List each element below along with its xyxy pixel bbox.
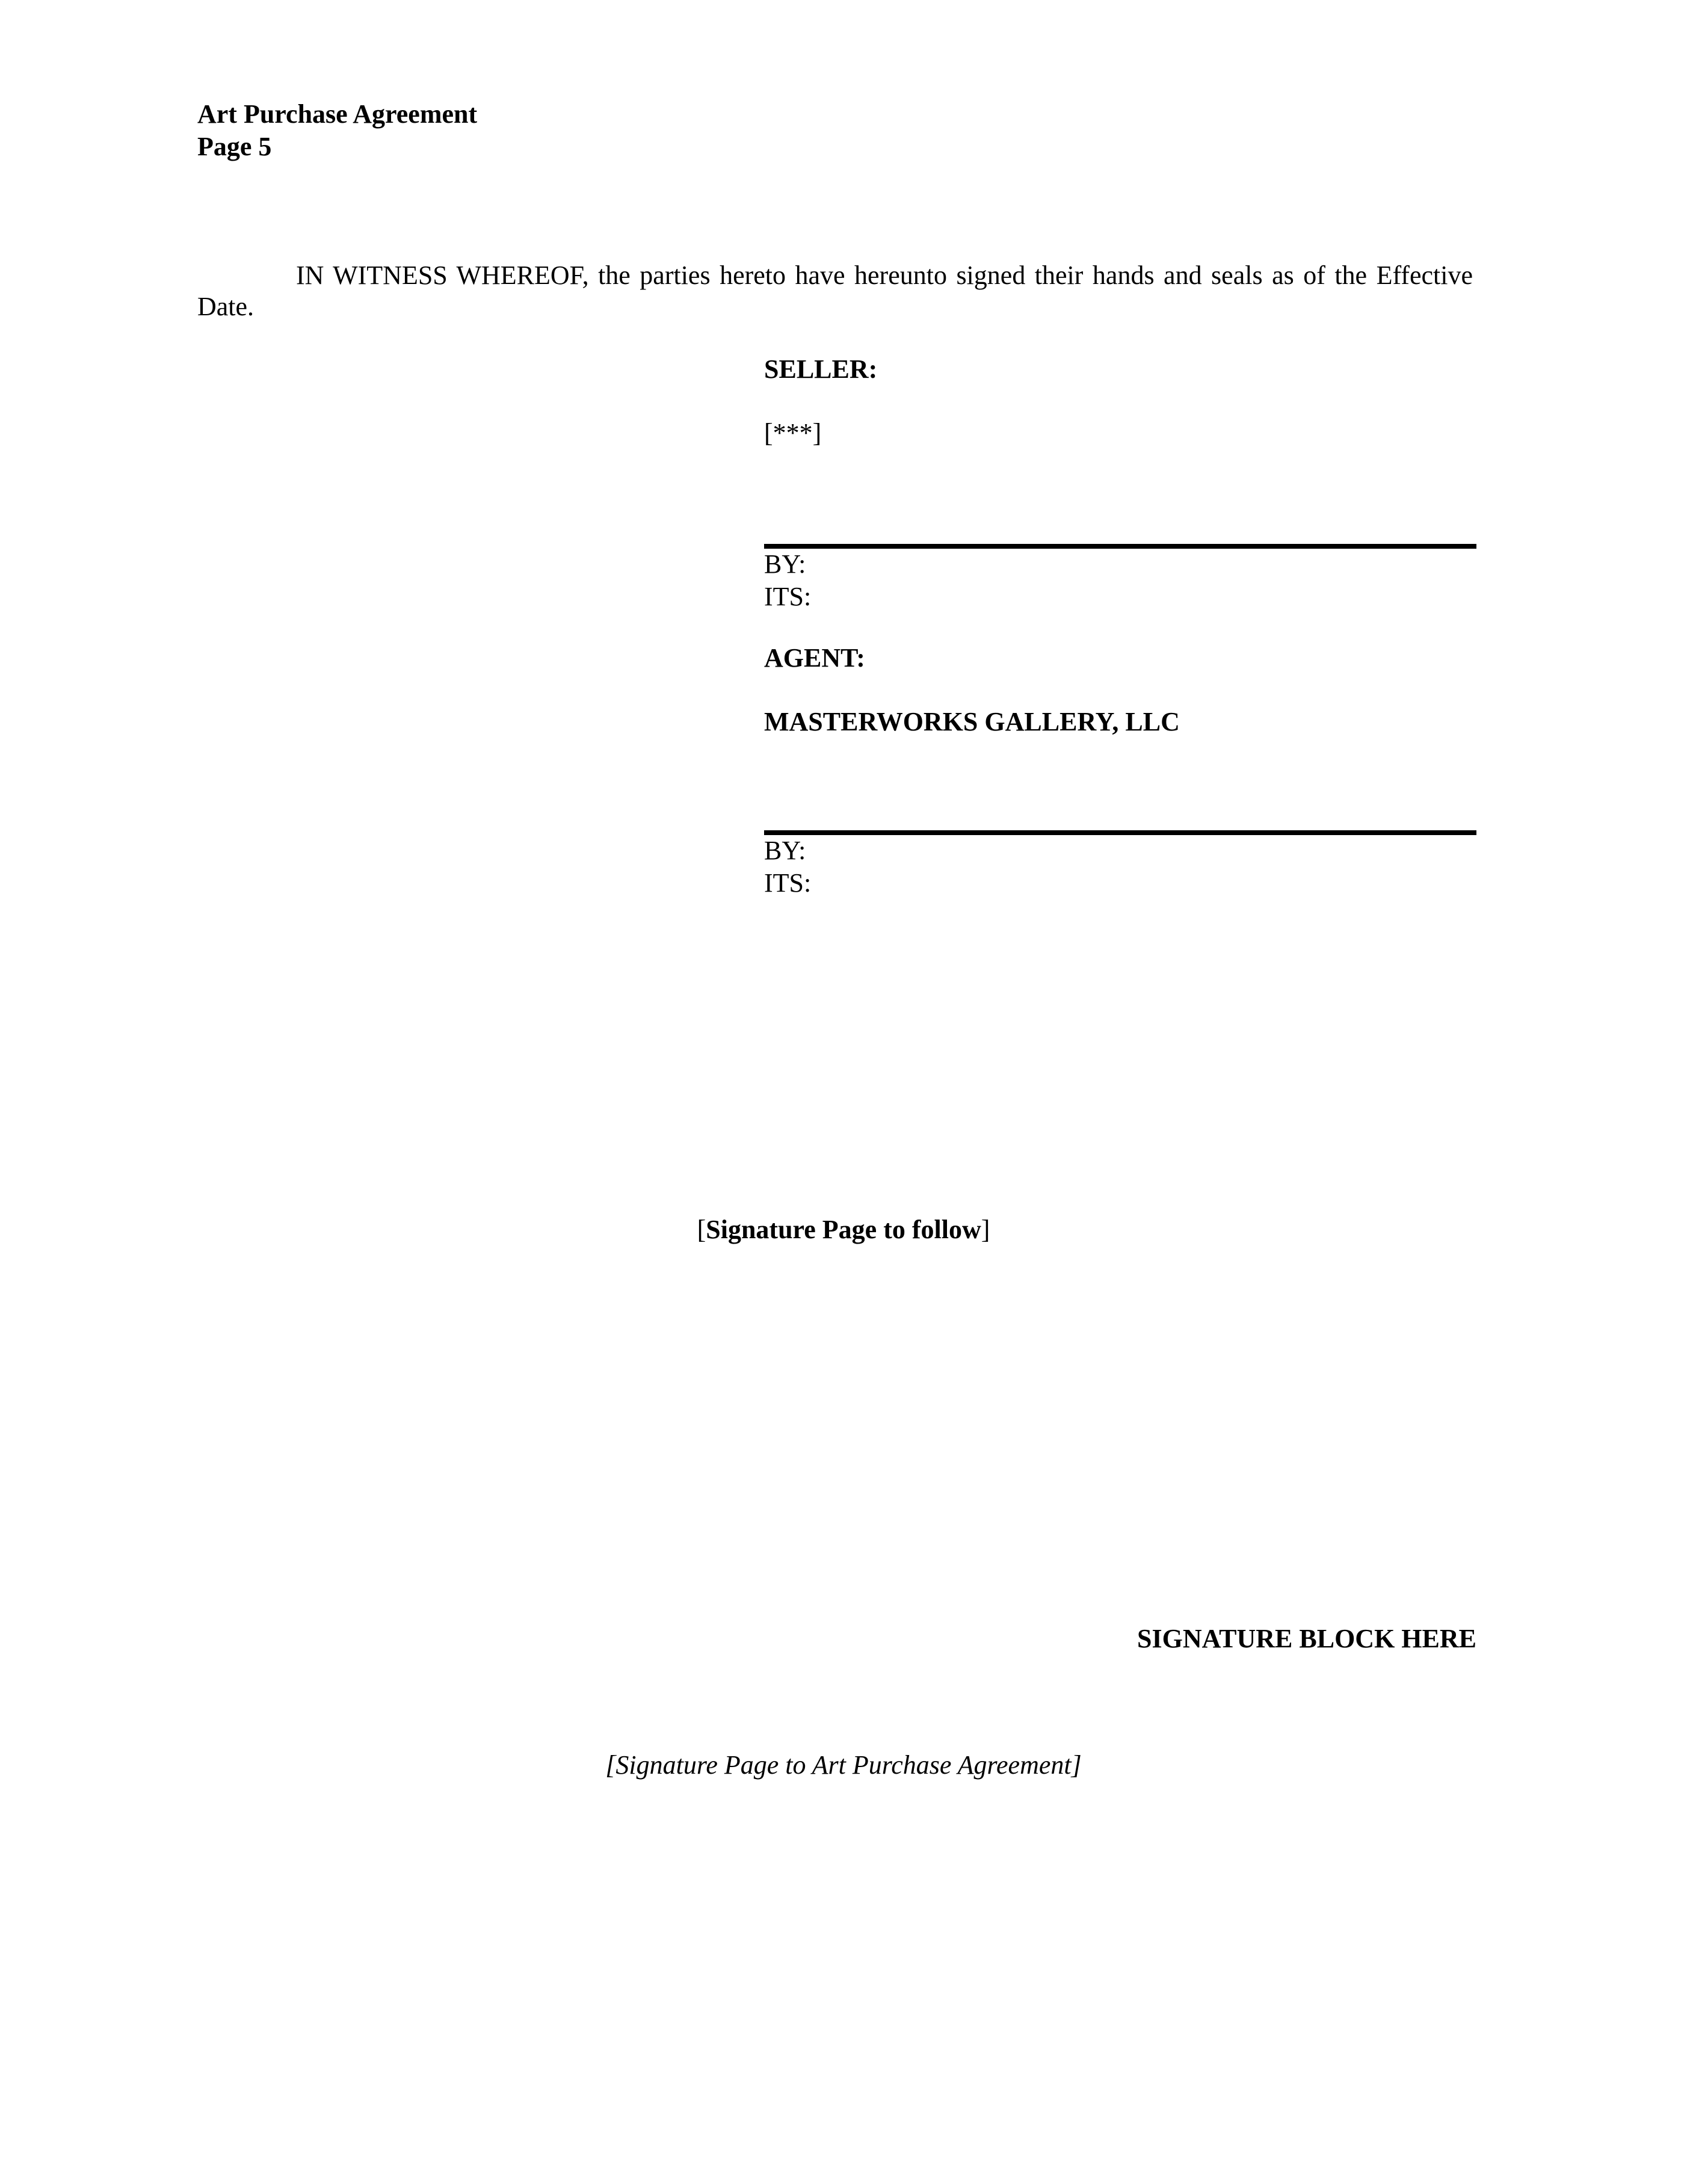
document-title: Art Purchase Agreement [197,99,478,129]
witness-paragraph: IN WITNESS WHEREOF, the parties hereto have hereunto signed their hands and seals as of the Effective Date. [197,261,1473,321]
agent-name: MASTERWORKS GALLERY, LLC [764,707,1180,736]
agent-signature-line [764,830,1476,835]
seller-by-label: BY: [764,549,806,579]
agent-by-label: BY: [764,836,806,865]
seller-its-label: ITS: [764,582,812,611]
page-number: Page 5 [197,132,272,161]
seller-signature-line [764,544,1476,549]
agent-its-label: ITS: [764,868,812,898]
seller-heading: SELLER: [764,354,878,384]
signature-block-placeholder: SIGNATURE BLOCK HERE [1137,1624,1476,1653]
seller-name: [***] [764,418,822,448]
follow-close-bracket: ] [981,1215,990,1244]
follow-open-bracket: [ [697,1215,706,1244]
signature-page-caption: [Signature Page to Art Purchase Agreement] [605,1750,1082,1780]
agent-heading: AGENT: [764,643,865,673]
follow-note-text: Signature Page to follow [706,1215,981,1244]
signature-follow-note [0,1214,1687,1245]
